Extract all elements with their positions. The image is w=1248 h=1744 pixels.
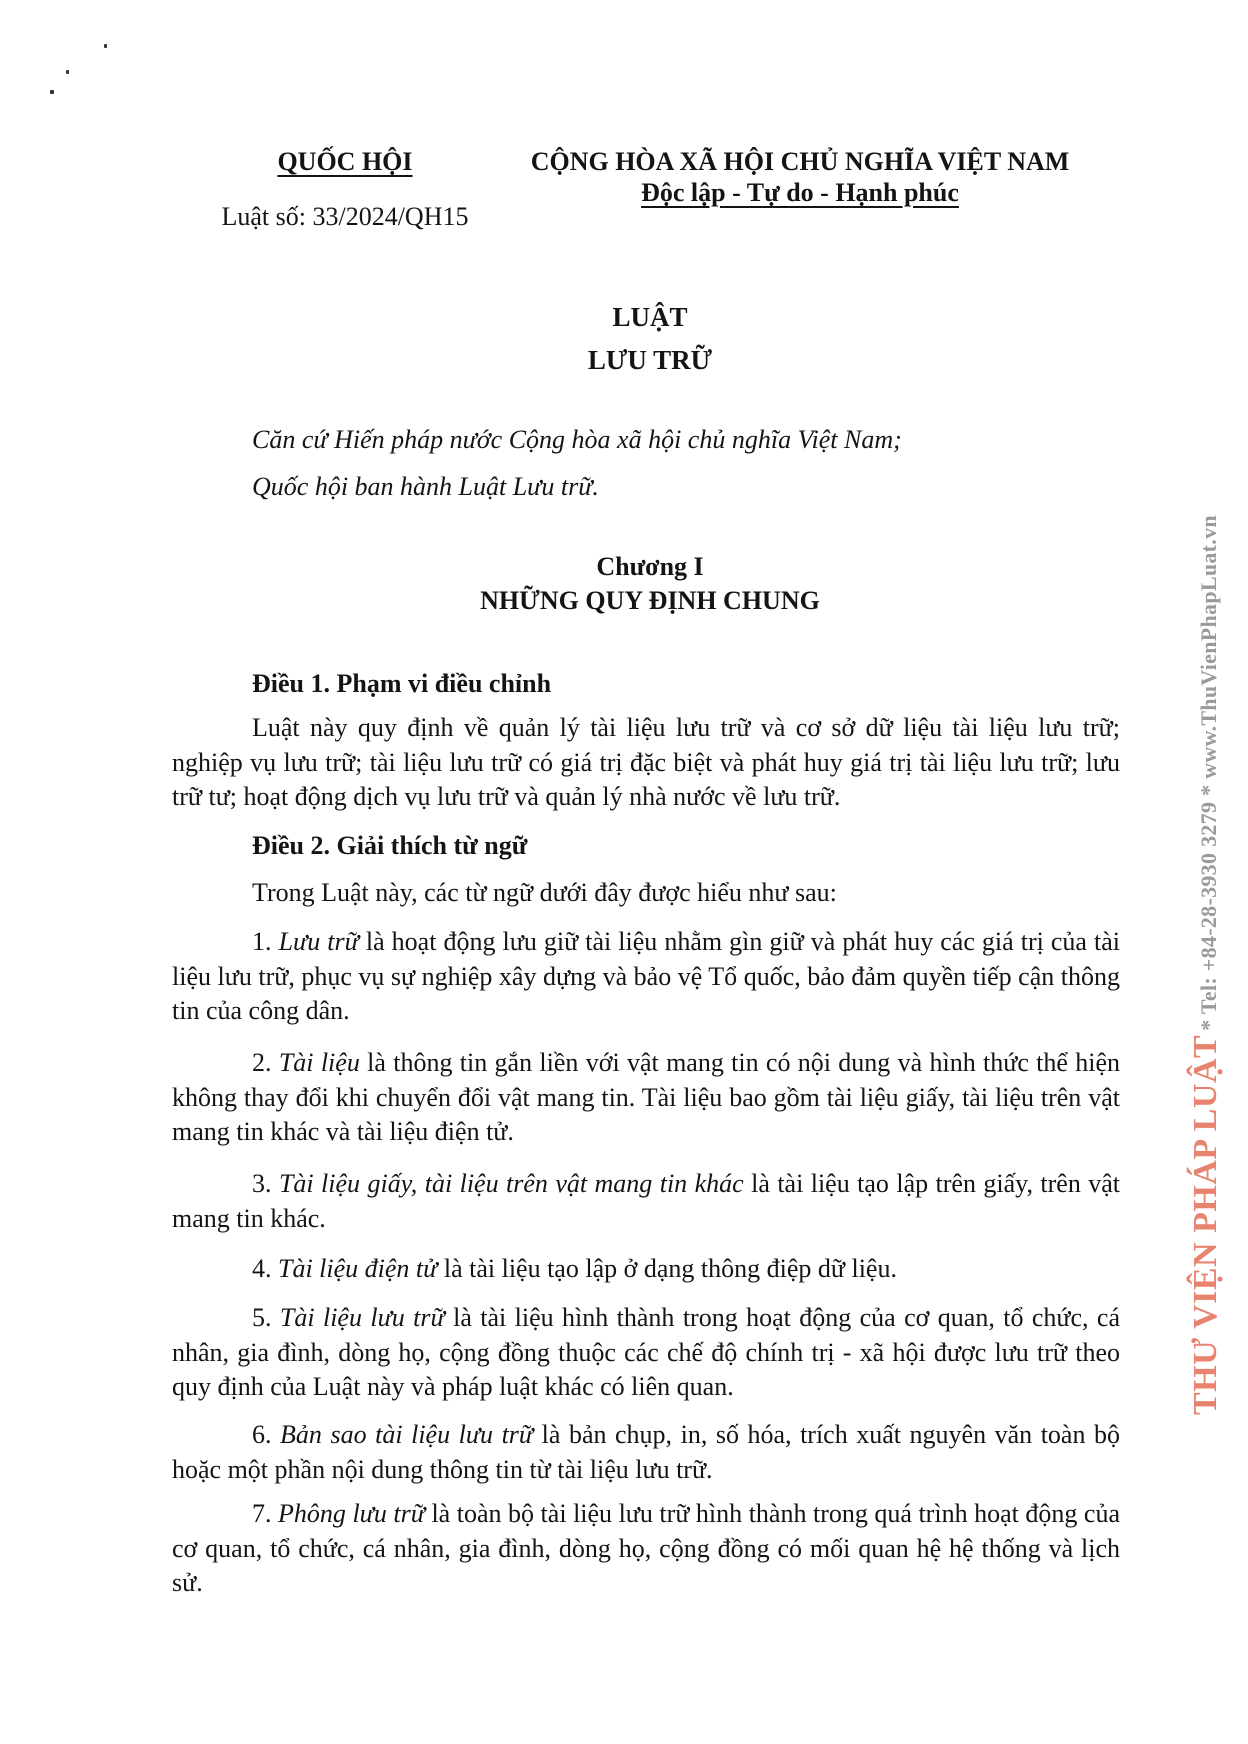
item-text: là toàn bộ tài liệu lưu trữ hình thành trong quá trình hoạt động của cơ quan, tổ chức, cá nhân, gia đình, dòng họ, cộng đồng có mối quan hệ hệ thống và lịch sử. xyxy=(172,1499,1121,1597)
chapter-name: NHỮNG QUY ĐỊNH CHUNG xyxy=(480,586,820,615)
item-term: Lưu trữ xyxy=(278,927,359,956)
item-number: 4. xyxy=(252,1254,272,1283)
scan-speck xyxy=(50,90,54,94)
scan-speck xyxy=(66,70,69,74)
item-text: là tài liệu hình thành trong hoạt động của cơ quan, tổ chức, cá nhân, gia đình, dòng họ, cộng đồng thuộc các chế độ chính trị - xã hội được lưu trữ theo quy định của Luật này và pháp luật khác có liên quan. xyxy=(172,1303,1121,1401)
definition-item xyxy=(172,1497,1120,1601)
item-term: Tài liệu xyxy=(278,1048,360,1077)
item-number: 6. xyxy=(252,1420,272,1449)
preamble-line1: Căn cứ Hiến pháp nước Cộng hòa xã hội chủ nghĩa Việt Nam; xyxy=(252,425,902,454)
definition-item xyxy=(172,1418,1120,1487)
watermark-brand: THƯ VIỆN PHÁP LUẬT xyxy=(1187,1034,1224,1415)
chapter-label: Chương I xyxy=(596,552,704,581)
article-1-heading: Điều 1. Phạm vi điều chỉnh xyxy=(252,669,552,698)
item-term: Tài liệu điện tử xyxy=(278,1254,438,1283)
state-motto: Độc lập - Tự do - Hạnh phúc xyxy=(641,178,959,207)
watermark-contact: * Tel: +84-28-3930 3279 * www.ThuVienPhapLuat.vn xyxy=(1196,515,1221,1031)
article-1-body: Luật này quy định về quản lý tài liệu lưu trữ và cơ sở dữ liệu tài liệu lưu trữ; nghiệp vụ lưu trữ; tài liệu lưu trữ có giá trị đặc biệt và phát huy giá trị tài liệu lưu trữ; lưu trữ tư; hoạt động dịch vụ lưu trữ và quản lý nhà nước về lưu trữ. xyxy=(172,713,1120,811)
item-term: Bản sao tài liệu lưu trữ xyxy=(280,1420,534,1449)
item-text: là thông tin gắn liền với vật mang tin có nội dung và hình thức thể hiện không thay đổi khi chuyển đổi vật mang tin. Tài liệu bao gồm tài liệu giấy, tài liệu trên vật mang tin khác và tài liệu điện tử. xyxy=(172,1048,1121,1146)
law-title-line1: LUẬT xyxy=(612,302,688,332)
definition-item xyxy=(172,1301,1120,1405)
law-title-line2: LƯU TRỮ xyxy=(587,345,713,375)
article-2-heading: Điều 2. Giải thích từ ngữ xyxy=(252,831,528,860)
item-number: 5. xyxy=(252,1303,272,1332)
item-number: 2. xyxy=(252,1048,272,1077)
item-term: Tài liệu giấy, tài liệu trên vật mang tin khác xyxy=(278,1169,744,1198)
definition-item xyxy=(172,1046,1120,1150)
item-term: Phông lưu trữ xyxy=(278,1499,425,1528)
article-2-intro: Trong Luật này, các từ ngữ dưới đây được hiểu như sau: xyxy=(252,878,837,907)
scan-speck xyxy=(104,44,107,48)
item-number: 7. xyxy=(252,1499,272,1528)
item-text: là tài liệu tạo lập ở dạng thông điệp dữ liệu. xyxy=(443,1254,897,1283)
item-number: 1. xyxy=(252,927,272,956)
law-number: Luật số: 33/2024/QH15 xyxy=(221,202,469,231)
item-number: 3. xyxy=(252,1169,272,1198)
state-title: CỘNG HÒA XÃ HỘI CHỦ NGHĨA VIỆT NAM xyxy=(530,147,1070,176)
preamble-line2: Quốc hội ban hành Luật Lưu trữ. xyxy=(252,472,599,501)
issuer-title: QUỐC HỘI xyxy=(277,147,413,176)
definition-item xyxy=(172,1252,1120,1287)
article-1-text xyxy=(172,711,1120,815)
definition-item xyxy=(172,925,1120,1029)
item-text: là tài liệu tạo lập trên giấy, trên vật mang tin khác. xyxy=(172,1169,1121,1233)
item-term: Tài liệu lưu trữ xyxy=(279,1303,445,1332)
item-text: là hoạt động lưu giữ tài liệu nhằm gìn giữ và phát huy các giá trị của tài liệu lưu trữ, phục vụ sự nghiệp xây dựng và bảo vệ Tổ quốc, bảo đảm quyền tiếp cận thông tin của công dân. xyxy=(172,927,1121,1025)
definition-item xyxy=(172,1167,1120,1236)
item-text: là bản chụp, in, số hóa, trích xuất nguyên văn toàn bộ hoặc một phần nội dung thông tin từ tài liệu lưu trữ. xyxy=(172,1420,1121,1484)
